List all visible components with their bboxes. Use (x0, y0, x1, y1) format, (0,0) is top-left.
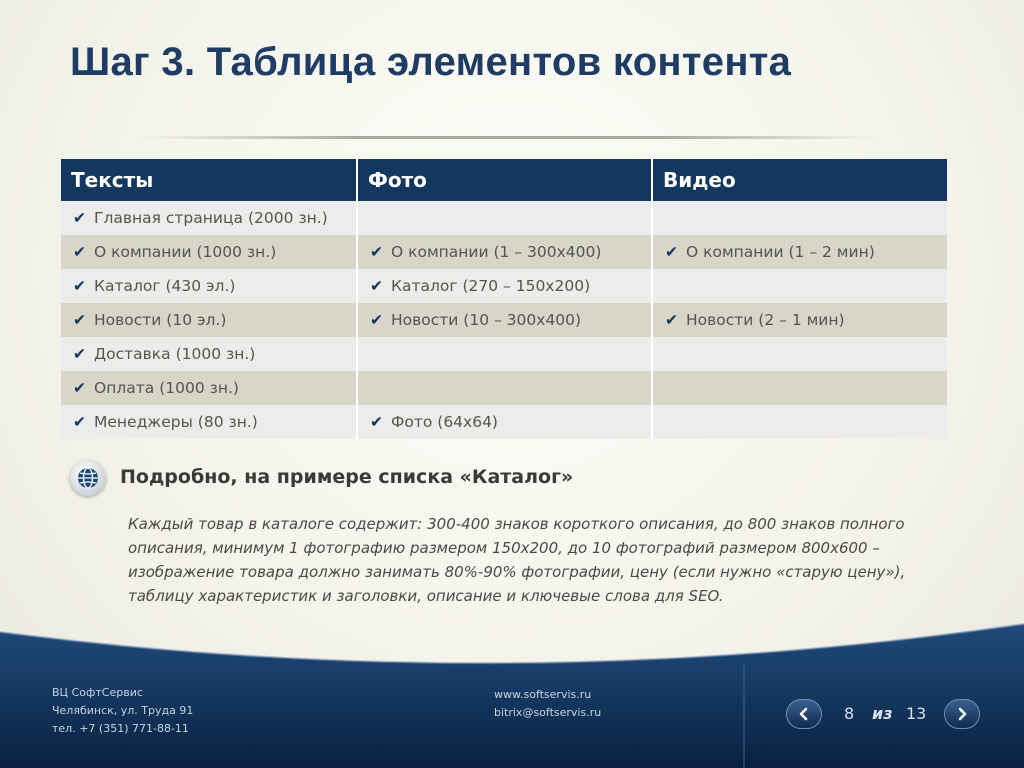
footer-website-link[interactable]: www.softservis.ru (494, 688, 592, 701)
table-cell (357, 201, 652, 235)
table-cell (652, 303, 947, 337)
table-cell (357, 405, 652, 439)
table-row (61, 201, 947, 235)
table-row (61, 405, 947, 439)
table-row (61, 303, 947, 337)
checkmark-icon: ✔ (73, 209, 86, 227)
footer-address: Челябинск, ул. Труда 91 (52, 704, 194, 717)
table-cell (61, 405, 357, 439)
cell-text: Оплата (1000 зн.) (94, 379, 239, 397)
cell-text: Каталог (270 – 150х200) (391, 277, 591, 295)
table-cell (652, 235, 947, 269)
table-row (61, 235, 947, 269)
footer-contacts (52, 684, 193, 738)
cell-text: Главная страница (2000 зн.) (94, 209, 328, 227)
table-cell (61, 337, 357, 371)
checkmark-icon: ✔ (73, 277, 86, 295)
slide-of-label: из (872, 704, 893, 723)
table-cell (61, 269, 357, 303)
column-header-photo: Фото (357, 159, 652, 201)
checkmark-icon: ✔ (370, 311, 383, 329)
table-cell (652, 337, 947, 371)
cell-text: Доставка (1000 зн.) (94, 345, 256, 363)
checkmark-icon: ✔ (370, 413, 383, 431)
total-slide-count: 13 (906, 704, 927, 723)
cell-text: Фото (64х64) (391, 413, 498, 431)
globe-icon (70, 460, 106, 496)
table-row (61, 337, 947, 371)
table-row (61, 269, 947, 303)
cell-text: Новости (2 – 1 мин) (686, 311, 845, 329)
footer-company: ВЦ СофтСервис (52, 686, 143, 699)
cell-text: О компании (1 – 2 мин) (686, 243, 875, 261)
table-cell (652, 371, 947, 405)
table-cell (61, 201, 357, 235)
section-subheading: Подробно, на примере списка «Каталог» (120, 466, 574, 488)
next-slide-button[interactable] (944, 699, 980, 729)
table-cell (652, 405, 947, 439)
table-cell (357, 303, 652, 337)
current-slide-number: 8 (844, 704, 855, 723)
table-header-row (61, 159, 947, 201)
footer-phone: тел. +7 (351) 771-88-11 (52, 722, 189, 735)
slide-navigation (786, 699, 986, 729)
checkmark-icon: ✔ (73, 311, 86, 329)
chevron-left-icon (797, 707, 811, 721)
cell-text: Новости (10 – 300х400) (391, 311, 582, 329)
checkmark-icon: ✔ (665, 243, 678, 261)
footer-email-link[interactable]: bitrix@softservis.ru (494, 706, 602, 719)
table-cell (61, 371, 357, 405)
cell-text: Новости (10 эл.) (94, 311, 227, 329)
checkmark-icon: ✔ (370, 277, 383, 295)
checkmark-icon: ✔ (73, 379, 86, 397)
table-cell (61, 235, 357, 269)
checkmark-icon: ✔ (73, 345, 86, 363)
title-divider (140, 136, 880, 139)
cell-text: О компании (1000 зн.) (94, 243, 277, 261)
table-cell (652, 269, 947, 303)
cell-text: Каталог (430 эл.) (94, 277, 236, 295)
checkmark-icon: ✔ (73, 413, 86, 431)
content-elements-table (61, 159, 947, 439)
table-cell (357, 371, 652, 405)
table-row (61, 371, 947, 405)
column-header-video: Видео (652, 159, 947, 201)
checkmark-icon: ✔ (370, 243, 383, 261)
prev-slide-button[interactable] (786, 699, 822, 729)
table-cell (357, 337, 652, 371)
catalog-description: Каждый товар в каталоге содержит: 300-400 знаков короткого описания, до 800 знаков полного описания, минимум 1 фотографию размером 150х200, до 10 фотографий размером 800х600 – изображение товара должно занимать 80%-90% фотографии, цену (если нужно «старую цену»), таблицу характеристик и заголовки, описание и ключевые слова для SEO. (128, 515, 906, 605)
checkmark-icon: ✔ (73, 243, 86, 261)
table-cell (357, 269, 652, 303)
table-cell (357, 235, 652, 269)
table-cell (61, 303, 357, 337)
cell-text: О компании (1 – 300х400) (391, 243, 602, 261)
cell-text: Менеджеры (80 зн.) (94, 413, 258, 431)
table-cell (652, 201, 947, 235)
chevron-right-icon (955, 707, 969, 721)
checkmark-icon: ✔ (665, 311, 678, 329)
footer-web (494, 686, 601, 722)
page-title: Шаг 3. Таблица элементов контента (70, 40, 792, 84)
column-header-texts: Тексты (61, 159, 357, 201)
